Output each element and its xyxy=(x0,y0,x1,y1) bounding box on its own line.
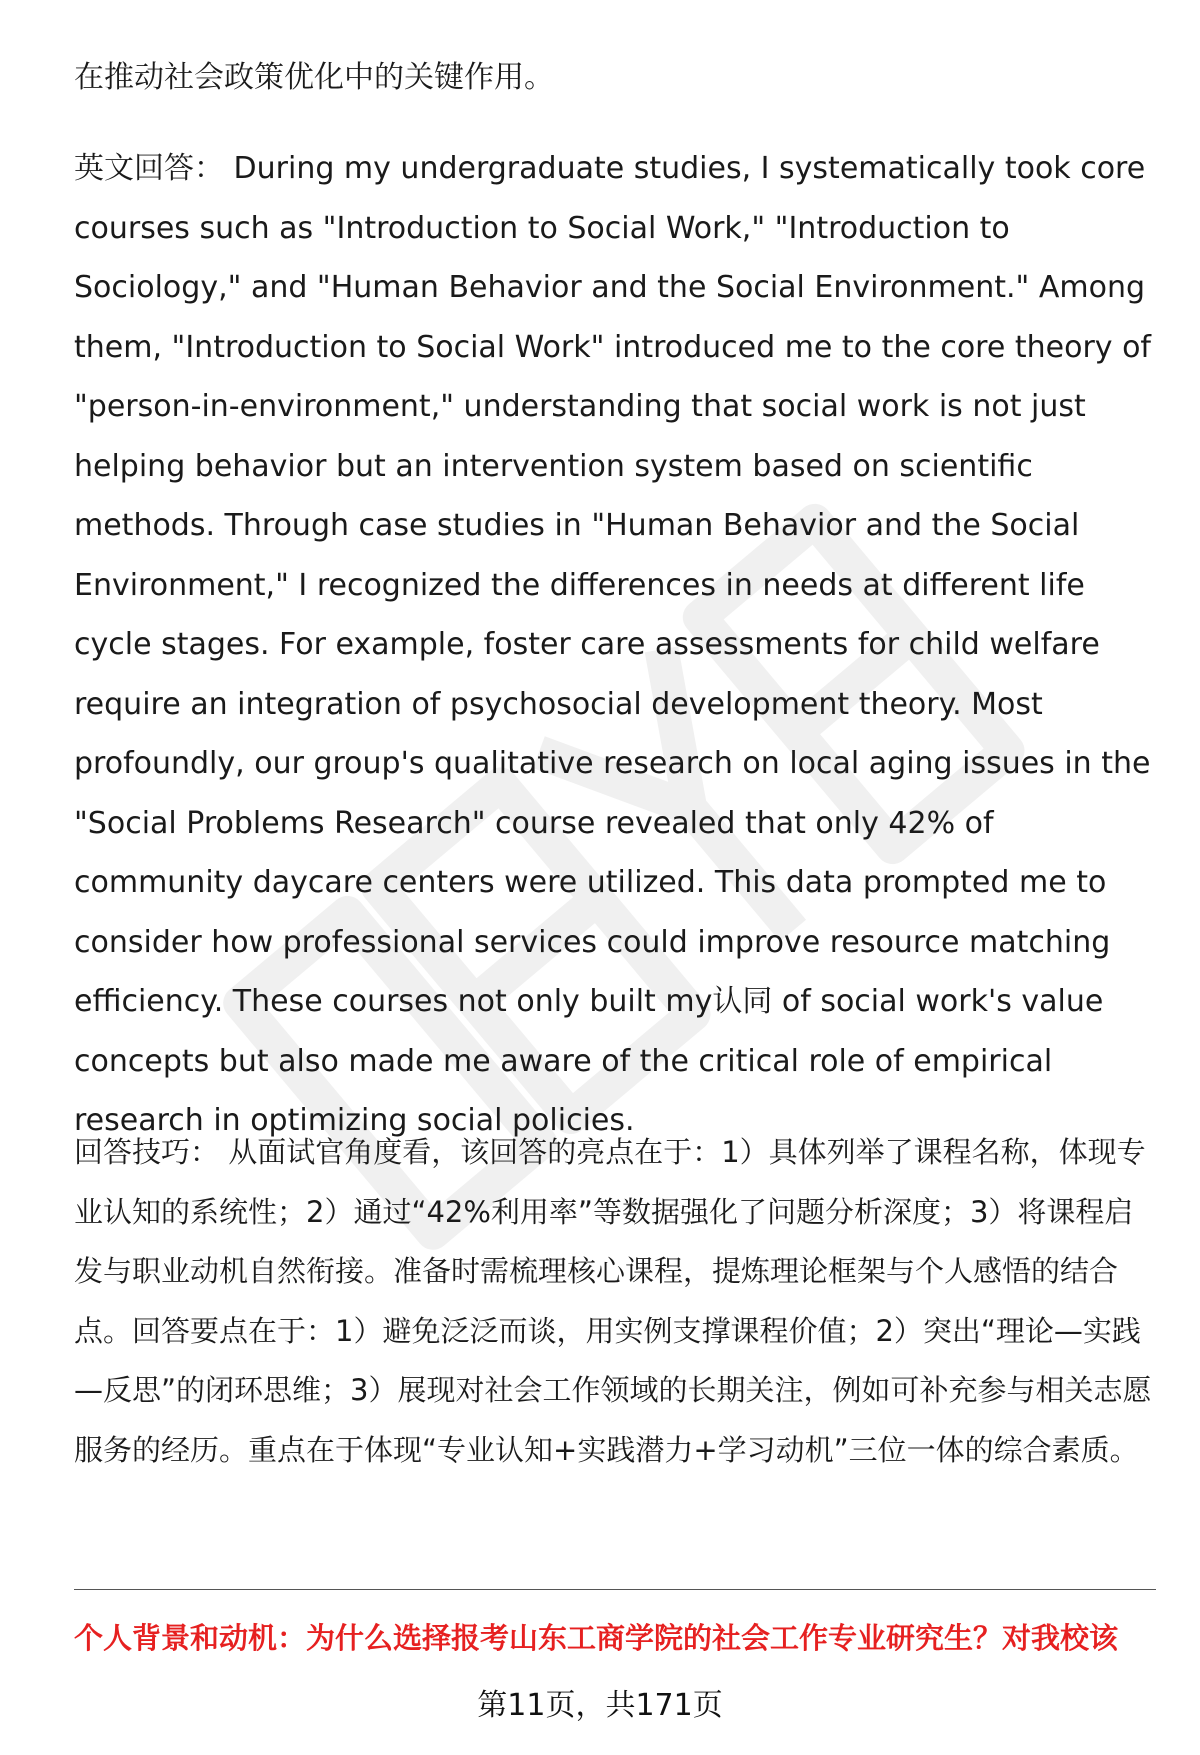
answer-tips-text: 从面试官角度看，该回答的亮点在于：1）具体列举了课程名称，体现专业认知的系统性；2）通过“42%利用率”等数据强化了问题分析深度；3）将课程启发与职业动机自然衔接。准备时需梳理核心课程，提炼理论框架与个人感悟的结合点。回答要点在于：1）避免泛泛而谈，用实例支撑课程价值；2）突出“理论—实践—反思”的闭环思维；3）展现对社会工作领域的长期关注，例如可补充参与相关志愿服务的经历。重点在于体现“专业认知+实践潜力+学习动机”三位一体的综合素质。 xyxy=(74,1135,1152,1467)
english-answer-label: 英文回答： xyxy=(74,151,224,186)
answer-tips-label: 回答技巧： xyxy=(74,1135,220,1169)
english-answer-text: During my undergraduate studies, I systematically took core courses such as "Introduction to Social Work," "Introduction to Sociology," and "Human Behavior and the Social Environment." Among them, "Introduction to Social Work" introduced me to the core theory of "person-in-environment," understanding that social work is not just helping behavior but an intervention system based on scientific methods. Through case studies in "Human Behavior and the Social Environment," I recognized the differences in needs at different life cycle stages. For example, foster care assessments for child welfare require an integration of psychosocial development theory. Most profoundly, our group's qualitative research on local aging issues in the "Social Problems Research" course revealed that only 42% of community daycare centers were utilized. This data prompted me to consider how professional services could improve resource matching efficiency. These courses not only built my认同 of social work's value concepts but also made me aware of the critical role of empirical research in optimizing social policies. xyxy=(74,151,1151,1138)
answer-tips-paragraph xyxy=(74,1123,1154,1480)
continued-paragraph: 在推动社会政策优化中的关键作用。 xyxy=(74,60,554,95)
page-number: 第11页，共171页 xyxy=(477,1688,723,1723)
english-answer-paragraph xyxy=(74,139,1154,1151)
section-divider xyxy=(74,1589,1156,1590)
next-question-heading: 个人背景和动机：为什么选择报考山东工商学院的社会工作专业研究生？对我校该 xyxy=(74,1621,1119,1655)
